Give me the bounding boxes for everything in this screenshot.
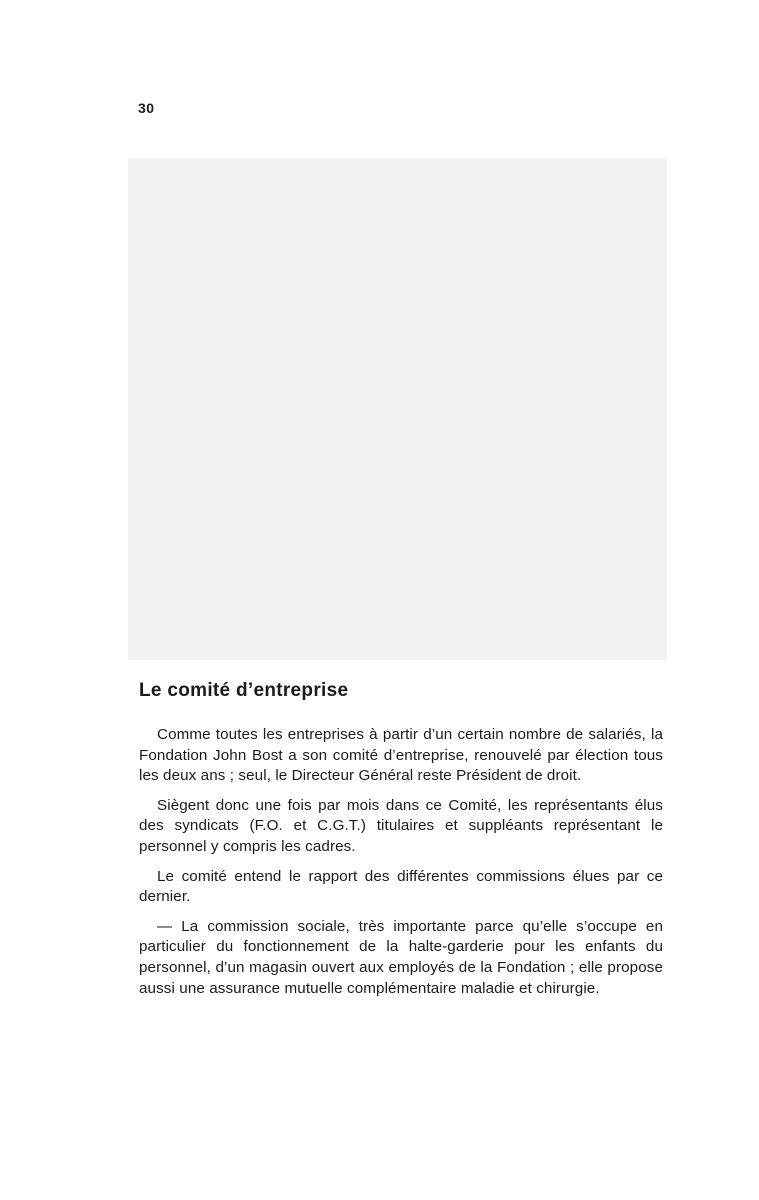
paragraph: — La commission sociale, très importante parce qu’elle s’occupe en particulier du fonctionnement de la halte-garderie pour les enfants du personnel, d’un magasin ouvert aux employés de la Fondation ; elle propose aussi une assurance mutuelle complémentaire maladie et chirurgie. [139, 917, 663, 997]
photo-placeholder [128, 158, 667, 660]
paragraph: Le comité entend le rapport des différentes commissions élues par ce dernier. [139, 867, 663, 906]
paragraph: Siègent donc une fois par mois dans ce Comité, les représentants élus des syndicats (F.O. et C.G.T.) titulaires et suppléants représentant le personnel y compris les cadres. [139, 796, 663, 855]
body-text [139, 725, 663, 1008]
paragraph: Comme toutes les entreprises à partir d’un certain nombre de salariés, la Fondation John Bost a son comité d’entreprise, renouvelé par élection tous les deux ans ; seul, le Directeur Général reste Président de droit. [139, 726, 663, 785]
section-title: Le comité d’entreprise [139, 680, 349, 701]
page-number: 30 [138, 100, 155, 116]
